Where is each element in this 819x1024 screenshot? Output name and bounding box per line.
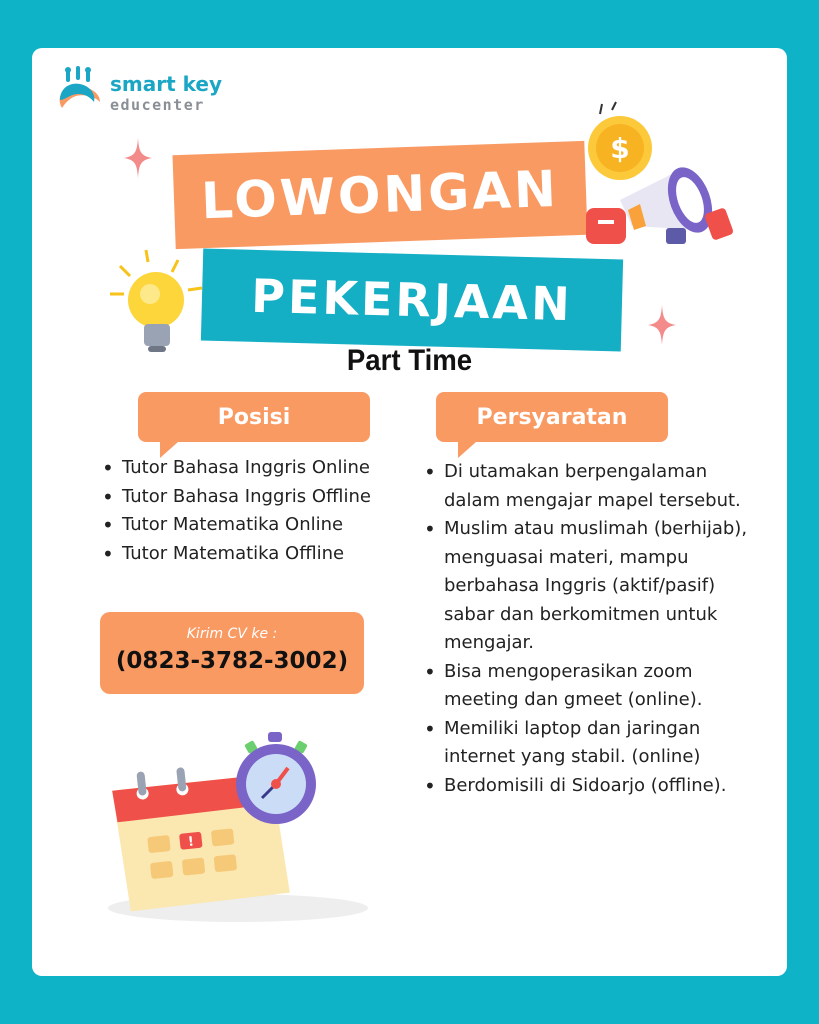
megaphone-icon <box>580 100 740 250</box>
persyaratan-title: Persyaratan <box>476 404 628 430</box>
pill-tail <box>458 442 476 458</box>
sparkle-icon <box>648 304 676 346</box>
headline-banner-teal <box>201 249 623 352</box>
persyaratan-list <box>422 458 762 800</box>
list-item: • Di utamakan berpengalaman dalam mengajar mapel tersebut. <box>422 458 762 515</box>
list-item: • Tutor Bahasa Inggris Online <box>100 454 420 483</box>
key-logo-icon <box>54 66 104 114</box>
list-item: • Tutor Matematika Offline <box>100 540 420 569</box>
brand-name: smart key <box>110 72 222 96</box>
contact-phone[interactable]: (0823-3782-3002) <box>115 648 349 674</box>
list-item: • Memiliki laptop dan jaringan internet yang stabil. (online) <box>422 715 762 772</box>
persyaratan-pill <box>436 392 668 442</box>
headline-banner-orange <box>172 141 587 249</box>
contact-box <box>100 612 364 694</box>
lightbulb-icon <box>106 248 206 358</box>
contact-label: Kirim CV ke : <box>186 626 278 642</box>
brand-logo <box>54 66 222 118</box>
posisi-title: Posisi <box>217 404 291 430</box>
persyaratan-header <box>436 392 668 442</box>
list-item: • Berdomisili di Sidoarjo (offline). <box>422 772 762 801</box>
brand-subname: educenter <box>110 96 205 114</box>
job-type-subtitle: Part Time <box>346 344 473 377</box>
posisi-list <box>100 454 420 568</box>
calendar-clock-icon <box>88 732 388 932</box>
posisi-pill <box>138 392 370 442</box>
svg-text:!: ! <box>187 834 195 851</box>
posisi-header <box>138 392 370 442</box>
svg-text:$: $ <box>610 132 630 165</box>
poster-card <box>32 48 787 976</box>
list-item: • Bisa mengoperasikan zoom meeting dan gmeet (online). <box>422 658 762 715</box>
sparkle-icon <box>124 138 152 178</box>
headline-line1: LOWONGAN <box>200 159 560 231</box>
list-item: • Tutor Bahasa Inggris Offline <box>100 483 420 512</box>
headline-line2: PEKERJAAN <box>250 268 574 332</box>
list-item: • Muslim atau muslimah (berhijab), menguasai materi, mampu berbahasa Inggris (aktif/pasif) sabar dan berkomitmen untuk mengajar. <box>422 515 762 658</box>
list-item: • Tutor Matematika Online <box>100 511 420 540</box>
